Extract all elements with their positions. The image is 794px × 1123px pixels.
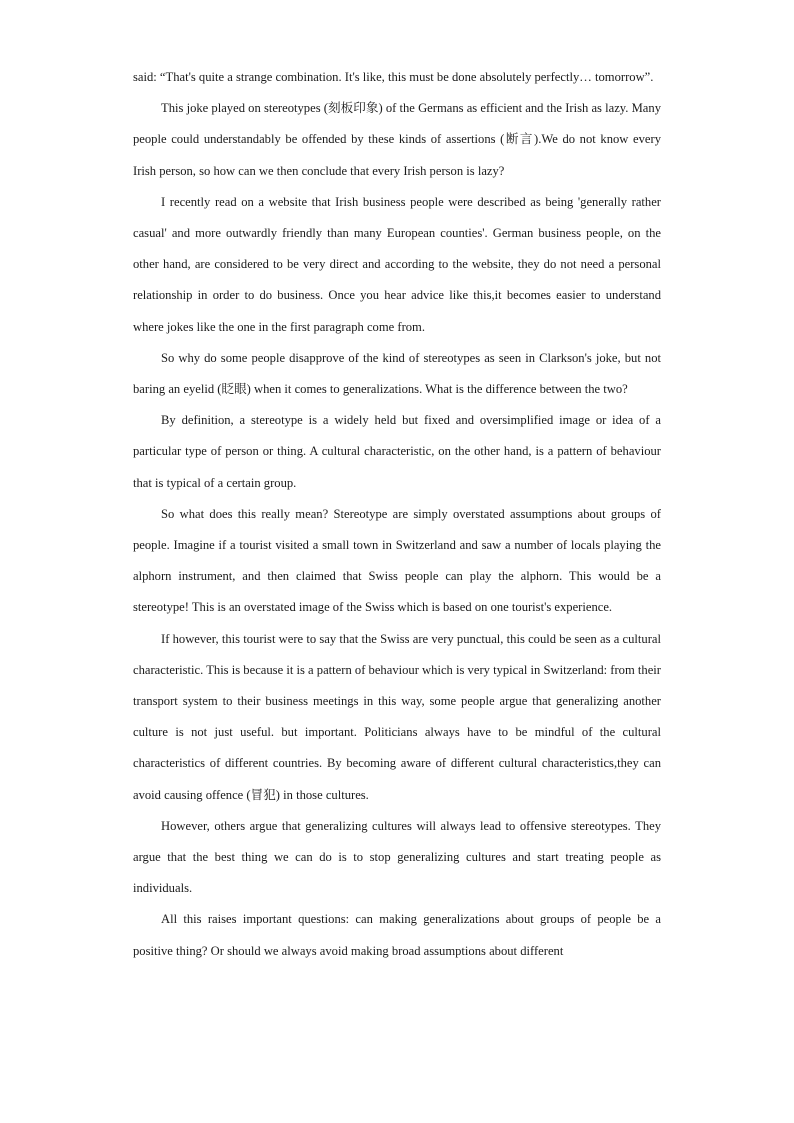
paragraph-9: All this raises important questions: can making generalizations about groups of people be a positive thing? Or should we always avoid making broad assumptions about different — [133, 912, 661, 958]
paragraph-8: However, others argue that generalizing cultures will always lead to offensive stereotypes. They argue that the best thing we can do is to stop generalizing cultures and start treating people as individuals. — [133, 818, 661, 896]
paragraph-3: I recently read on a website that Irish business people were described as being 'generally rather casual' and more outwardly friendly than many European counties'. German business people, on the other hand, are considered to be very direct and according to the website, they do not need a personal relationship in order to do business. Once you hear advice like this,it becomes easier to understand where jokes like the one in the first paragraph come from. — [133, 194, 661, 334]
paragraph-4: So why do some people disapprove of the kind of stereotypes as seen in Clarkson's joke, but not baring an eyelid (眨眼) when it comes to generalizations. What is the difference between the two? — [133, 350, 661, 397]
paragraph-2: This joke played on stereotypes (刻板印象) of the Germans as efficient and the Irish as lazy. Many people could understandably be offended by these kinds of assertions (断言).We do not know every Irish person, so how can we then conclude that every Irish person is lazy? — [133, 101, 661, 178]
paragraph-6: So what does this really mean? Stereotype are simply overstated assumptions about groups of people. Imagine if a tourist visited a small town in Switzerland and saw a number of locals playing the alphorn instrument, and then claimed that Swiss people can play the alphorn. This would be a stereotype! This is an overstated image of the Swiss which is based on one tourist's experience. — [133, 506, 661, 615]
paragraph-1: said: “That's quite a strange combination. It's like, this must be done absolutely perfectly… tomorrow”. — [133, 70, 654, 84]
paragraph-5: By definition, a stereotype is a widely held but fixed and oversimplified image or idea of a particular type of person or thing. A cultural characteristic, on the other hand, is a pattern of behaviour that is typical of a certain group. — [133, 413, 661, 490]
document-body — [133, 62, 661, 967]
paragraph-7: If however, this tourist were to say that the Swiss are very punctual, this could be seen as a cultural characteristic. This is because it is a pattern of behaviour which is very typical in Switzerland: from their transport system to their business meetings in this way, some people argue that generalizing another culture is not just useful. but important. Politicians always have to be mindful of the cultural characteristics of different countries. By becoming aware of different cultural characteristics,they can avoid causing offence (冒犯) in those cultures. — [133, 631, 661, 802]
